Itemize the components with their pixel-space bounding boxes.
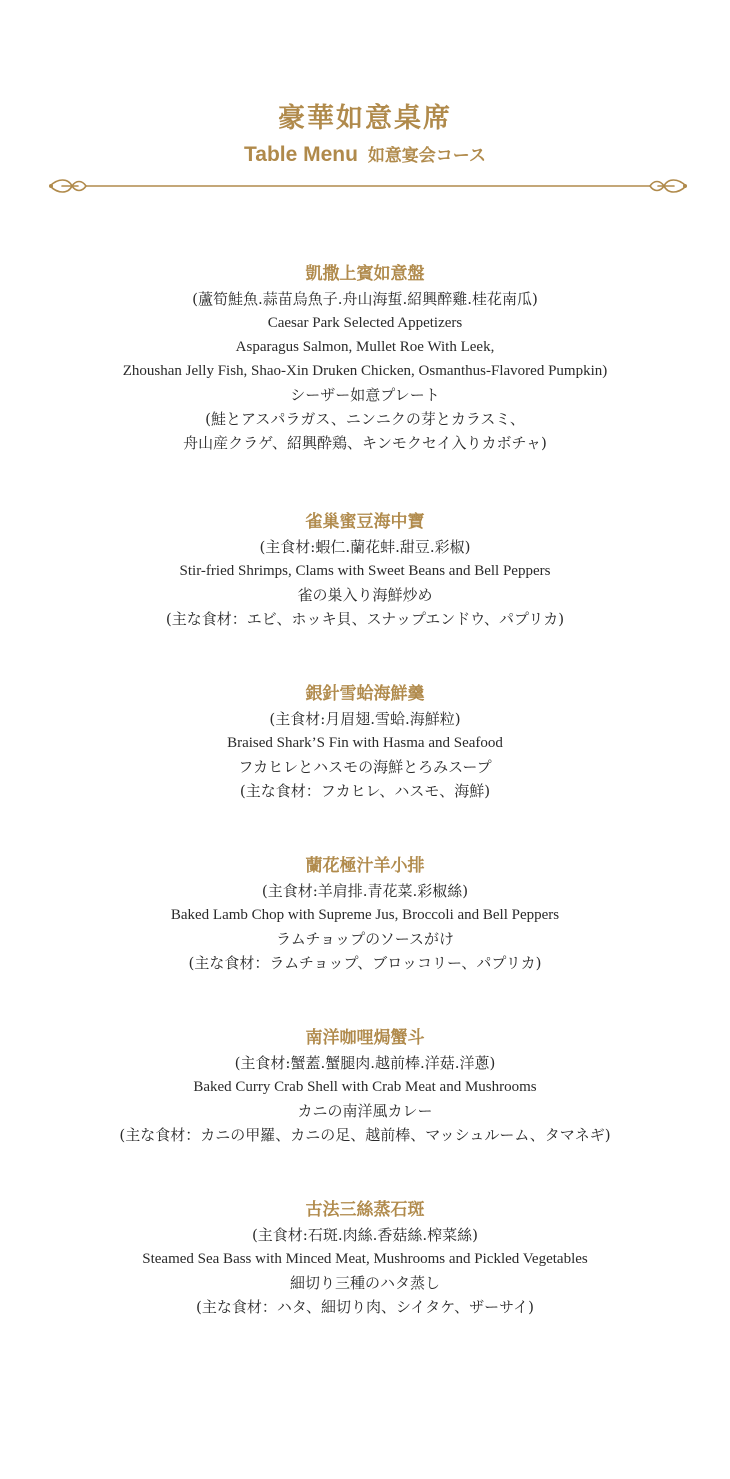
course-japanese-ingredients: (主な食材：カニの甲羅、カニの足、越前棒、マッシュルーム、タマネギ) — [119, 1126, 611, 1144]
menu-header — [0, 96, 730, 167]
course-japanese-name: フカヒレとハスモの海鮮とろみスープ — [238, 758, 492, 776]
course-5 — [0, 1026, 730, 1147]
ornamental-flourish-divider-icon — [48, 174, 688, 198]
course-ingredients: (主食材:石斑.肉絲.香菇絲.榨菜絲) — [251, 1226, 479, 1244]
course-3 — [0, 682, 730, 803]
course-japanese-ingredients: (鮭とアスパラガス、ニンニクの芽とカラスミ、 — [205, 410, 525, 428]
course-english-name: Steamed Sea Bass with Minced Meat, Mushrooms and Pickled Vegetables — [142, 1251, 588, 1267]
course-japanese-ingredients: (主な食材：ハタ、細切り肉、シイタケ、ザーサイ) — [196, 1298, 534, 1316]
menu-title-japanese: 如意宴会コース — [367, 146, 486, 166]
course-japanese-name: 細切り三種のハタ蒸し — [289, 1274, 440, 1292]
course-english-detail: Asparagus Salmon, Mullet Roe With Leek, — [235, 339, 495, 355]
course-name: 南洋咖哩焗蟹斗 — [305, 1028, 425, 1048]
course-name: 蘭花極汁羊小排 — [305, 856, 425, 876]
course-japanese-ingredients: (主な食材：エビ、ホッキ貝、スナップエンドウ、パプリカ) — [165, 610, 565, 628]
course-name: 古法三絲蒸石斑 — [305, 1200, 425, 1220]
course-japanese-ingredients: (主な食材：フカヒレ、ハスモ、海鮮) — [239, 782, 491, 800]
course-japanese-ingredients: 舟山産クラゲ、紹興酔鶏、キンモクセイ入りカボチャ) — [183, 434, 547, 452]
course-2 — [0, 510, 730, 631]
course-ingredients: (主食材:蟹蓋.蟹腿肉.越前棒.洋菇.洋蔥) — [234, 1054, 496, 1072]
course-1 — [0, 262, 730, 455]
course-4 — [0, 854, 730, 975]
menu-title-english — [0, 141, 730, 167]
course-english-name: Stir-fried Shrimps, Clams with Sweet Beans and Bell Peppers — [179, 563, 551, 579]
course-english-name: Caesar Park Selected Appetizers — [267, 315, 463, 331]
course-japanese-name: 雀の巣入り海鮮炒め — [297, 586, 433, 604]
course-6 — [0, 1198, 730, 1319]
course-ingredients: (主食材:蝦仁.蘭花蚌.甜豆.彩椒) — [259, 538, 471, 556]
course-name: 銀針雪蛤海鮮羹 — [305, 684, 425, 704]
course-name: 凱撒上賓如意盤 — [305, 264, 425, 284]
course-name: 雀巢蜜豆海中寶 — [305, 512, 425, 532]
course-ingredients: (主食材:羊肩排.青花菜.彩椒絲) — [261, 882, 469, 900]
course-japanese-name: ラムチョップのソースがけ — [275, 930, 455, 948]
course-japanese-name: カニの南洋風カレー — [297, 1102, 433, 1120]
menu-title-english-text: Table Menu — [244, 143, 358, 166]
course-japanese-name: シーザー如意プレート — [290, 386, 440, 404]
course-japanese-ingredients: (主な食材：ラムチョップ、ブロッコリー、パプリカ) — [188, 954, 542, 972]
course-ingredients: (主食材:月眉翅.雪蛤.海鮮粒) — [269, 710, 461, 728]
course-english-name: Braised Shark’S Fin with Hasma and Seafood — [227, 735, 503, 751]
course-english-detail: Zhoushan Jelly Fish, Shao-Xin Druken Chicken, Osmanthus-Flavored Pumpkin) — [122, 363, 608, 379]
course-english-name: Baked Curry Crab Shell with Crab Meat and Mushrooms — [193, 1079, 537, 1095]
course-english-name: Baked Lamb Chop with Supreme Jus, Broccoli and Bell Peppers — [170, 907, 560, 923]
course-ingredients: (蘆筍鮭魚.蒜苗烏魚子.舟山海蜇.紹興醉雞.桂花南瓜) — [192, 290, 538, 308]
menu-title-chinese: 豪華如意桌席 — [278, 103, 452, 134]
